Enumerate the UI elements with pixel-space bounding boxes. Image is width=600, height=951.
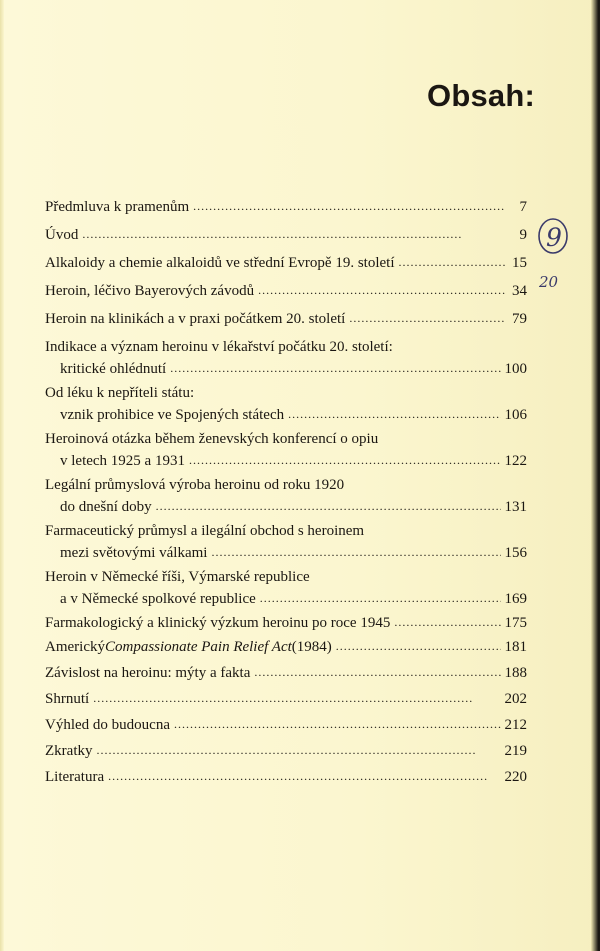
toc-page-number: 175 <box>504 615 527 631</box>
dot-leader <box>336 635 501 657</box>
toc-entry-title-suffix: (1984) <box>291 639 332 655</box>
dot-leader <box>211 541 500 563</box>
toc-entry-title-italic: Compassionate Pain Relief Act <box>104 639 292 655</box>
toc-entry-title: Úvod <box>45 227 79 243</box>
toc-page-number: 9 <box>519 227 527 243</box>
page-title: Obsah: <box>427 78 535 113</box>
toc-page-number: 122 <box>504 453 527 469</box>
dot-leader <box>193 195 505 217</box>
toc-entry-title: a v Německé spolkové republice <box>60 591 256 607</box>
toc-entry-title: Americký <box>45 639 105 655</box>
toc-entry-line <box>45 496 527 518</box>
dot-leader <box>170 357 500 379</box>
toc-entry <box>45 474 527 518</box>
dot-leader <box>156 495 501 517</box>
toc-entry-line <box>45 714 527 736</box>
dot-leader <box>96 739 500 761</box>
dot-leader <box>260 587 501 609</box>
toc-entry-title: Heroin na klinikách a v praxi počátkem 20. století <box>45 311 346 327</box>
toc-page-number: 7 <box>519 199 527 215</box>
toc-entry-line <box>45 588 527 610</box>
toc-entry <box>45 520 527 564</box>
toc-page-number: 79 <box>512 311 527 327</box>
toc-entry-line <box>45 196 527 218</box>
table-of-contents <box>45 196 527 788</box>
toc-entry-title: kritické ohlédnutí <box>60 361 167 377</box>
toc-entry-title: Legální průmyslová výroba heroinu od roku 1920 <box>45 477 345 493</box>
dot-leader <box>399 251 506 273</box>
dot-leader <box>349 307 505 329</box>
toc-entry-title: Zkratky <box>45 743 93 759</box>
toc-entry-title: Výhled do budoucna <box>45 717 170 733</box>
dot-leader <box>189 449 501 471</box>
toc-page-number: 100 <box>504 361 527 377</box>
toc-entry-line <box>45 566 527 588</box>
toc-entry-line <box>45 358 527 380</box>
toc-entry-line <box>45 636 527 658</box>
toc-entry-line <box>45 688 527 710</box>
toc-entry <box>45 196 527 218</box>
dot-leader <box>108 765 500 787</box>
toc-entry-title: Heroinová otázka během ženevských konferencí o opiu <box>45 431 379 447</box>
toc-entry <box>45 688 527 710</box>
toc-entry-title: v letech 1925 a 1931 <box>60 453 185 469</box>
toc-entry-title: Předmluva k pramenům <box>45 199 190 215</box>
toc-entry-line <box>45 662 527 684</box>
toc-entry-title: Heroin v Německé říši, Výmarské republice <box>45 569 310 585</box>
toc-entry <box>45 740 527 762</box>
toc-page-number: 219 <box>504 743 527 759</box>
toc-entry <box>45 636 527 658</box>
toc-entry-line <box>45 612 527 634</box>
handwritten-annotation <box>536 218 596 298</box>
toc-entry-line <box>45 224 527 246</box>
toc-entry-title: Farmaceutický průmysl a ilegální obchod s heroinem <box>45 523 365 539</box>
toc-entry-title: Farmakologický a klinický výzkum heroinu po roce 1945 <box>45 615 391 631</box>
toc-entry <box>45 662 527 684</box>
toc-entry-title: Literatura <box>45 769 105 785</box>
toc-page-number: 169 <box>504 591 527 607</box>
toc-entry <box>45 308 527 330</box>
toc-page-number: 220 <box>504 769 527 785</box>
toc-entry-title: do dnešní doby <box>60 499 152 515</box>
toc-entry-line <box>45 428 527 450</box>
toc-page-number: 106 <box>504 407 527 423</box>
toc-entry-title: mezi světovými válkami <box>60 545 208 561</box>
toc-entry-line <box>45 336 527 358</box>
toc-entry-line <box>45 308 527 330</box>
toc-entry-line <box>45 450 527 472</box>
toc-entry-line <box>45 382 527 404</box>
dot-leader <box>258 279 505 301</box>
page-right-edge-shadow <box>591 0 600 951</box>
toc-entry <box>45 714 527 736</box>
toc-entry-title: Shrnutí <box>45 691 90 707</box>
toc-entry-line <box>45 766 527 788</box>
toc-entry-line <box>45 740 527 762</box>
toc-page-number: 156 <box>504 545 527 561</box>
toc-entry-title: Závislost na heroinu: mýty a fakta <box>45 665 251 681</box>
toc-entry <box>45 252 527 274</box>
toc-entry-title: Od léku k nepříteli státu: <box>45 385 195 401</box>
dot-leader <box>288 403 500 425</box>
toc-page-number: 34 <box>512 283 527 299</box>
toc-entry <box>45 766 527 788</box>
dot-leader <box>174 713 501 735</box>
toc-entry-line <box>45 520 527 542</box>
toc-entry-title: Alkaloidy a chemie alkaloidů ve střední Evropě 19. století <box>45 255 395 271</box>
toc-entry <box>45 224 527 246</box>
handwritten-circled-number: 9 <box>546 223 562 252</box>
toc-entry-title: vznik prohibice ve Spojených státech <box>60 407 285 423</box>
toc-entry-line <box>45 542 527 564</box>
toc-entry-line <box>45 404 527 426</box>
toc-entry-line <box>45 252 527 274</box>
toc-entry <box>45 280 527 302</box>
toc-entry <box>45 566 527 610</box>
dot-leader <box>82 223 505 245</box>
toc-entry <box>45 612 527 634</box>
dot-leader <box>254 661 500 683</box>
dot-leader <box>394 611 500 633</box>
toc-page-number: 212 <box>504 717 527 733</box>
toc-page-number: 188 <box>504 665 527 681</box>
toc-entry <box>45 336 527 380</box>
toc-page-number: 181 <box>504 639 527 655</box>
toc-entry-line <box>45 474 527 496</box>
toc-entry-title: Heroin, léčivo Bayerových závodů <box>45 283 255 299</box>
handwritten-scribble: 20 <box>539 273 559 291</box>
dot-leader <box>93 687 500 709</box>
toc-entry <box>45 428 527 472</box>
toc-page-number: 15 <box>512 255 527 271</box>
toc-page-number: 131 <box>504 499 527 515</box>
page-left-edge <box>0 0 4 951</box>
toc-entry <box>45 382 527 426</box>
toc-entry-title: Indikace a význam heroinu v lékařství počátku 20. století: <box>45 339 393 355</box>
toc-entry-line <box>45 280 527 302</box>
toc-page-number: 202 <box>504 691 527 707</box>
handwritten-circle <box>539 219 567 253</box>
